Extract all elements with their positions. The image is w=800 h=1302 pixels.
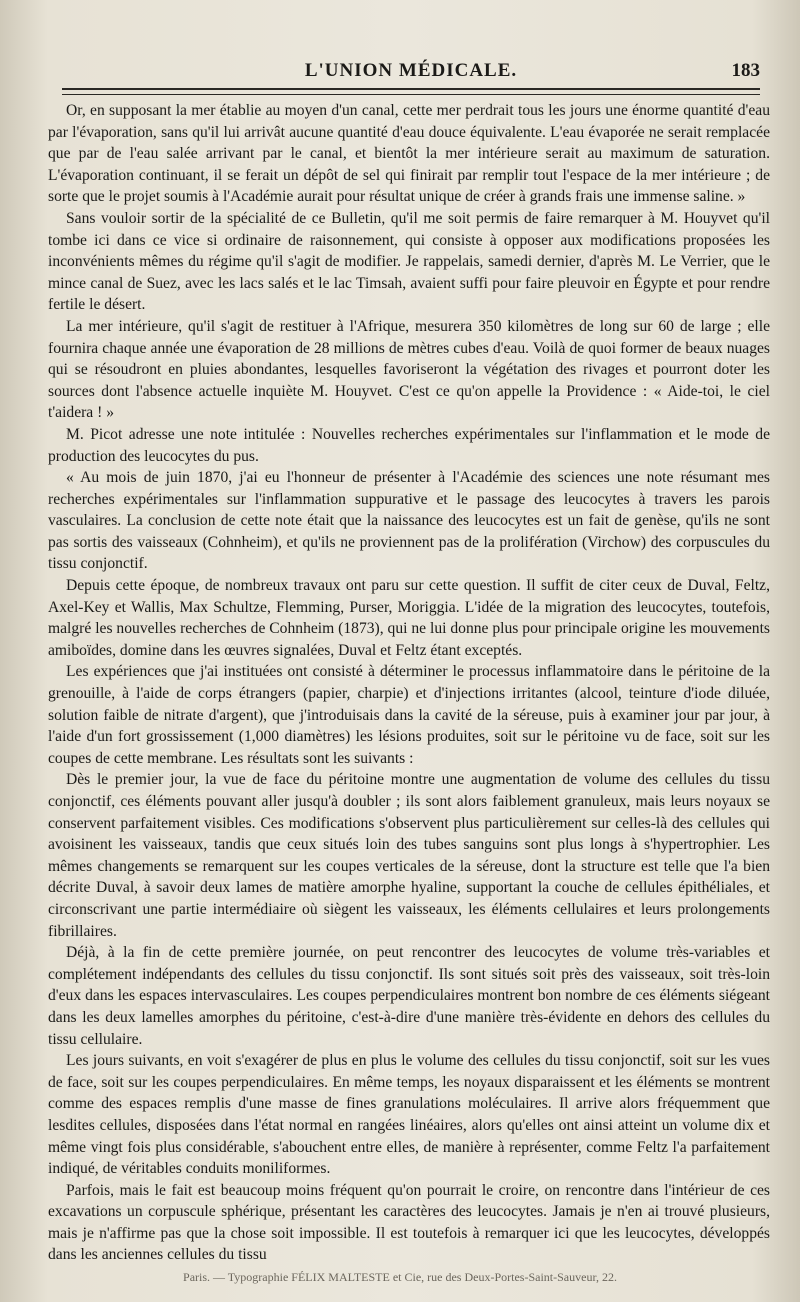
paragraph: Dès le premier jour, la vue de face du péritoine montre une augmentation de volume des cellules du tissu conjonctif, ces éléments pouvant aller jusqu'à doubler ; ils sont alors faiblement granuleux, mais leurs noyaux se conservent parfaitement visibles. Ces modifications s'observent plus particulièrement sur celles-là des cellules qui avoisinent les vaisseaux, tandis que ceux situés loin des tubes sanguins sont plus longs à s'hypertrophier. Les mêmes changements se remarquent sur les coupes verticales de la séreuse, dont la structure est telle que l'a bien décrite Duval, à savoir deux lames de matière amorphe hyaline, supportant la couche de cellules épithéliales, et circonscrivant une partie intermédiaire où siègent les vaisseaux, les éléments cellulaires et leurs prolongements fibrillaires. <box>48 771 770 940</box>
paragraph: Déjà, à la fin de cette première journée, on peut rencontrer des leucocytes de volume très-variables et complétement indépendants des cellules du tissu conjonctif. Ils sont situés soit près des vaisseaux, soit très-loin d'eux dans les espaces intervasculaires. Les coupes perpendiculaires montrent bon nombre de ces éléments siégeant dans les deux lamelles amorphes du péritoine, c'est-à-dire d'une manière très-évidente en dehors des cellules du tissu cellulaire. <box>48 944 770 1048</box>
paragraph: La mer intérieure, qu'il s'agit de restituer à l'Afrique, mesurera 350 kilomètres de long sur 60 de large ; elle fournira chaque année une évaporation de 28 millions de mètres cubes d'eau. Voilà de quoi former de beaux nuages qui se résoudront en pluies abondantes, lesquelles favoriseront la végétation des rivages et pourront doter les sources dont l'absence actuelle inquiète M. Houyvet. C'est ce qu'on appelle la Providence : « Aide-toi, le ciel t'aidera ! » <box>48 317 770 422</box>
paragraph: « Au mois de juin 1870, j'ai eu l'honneur de présenter à l'Académie des sciences une note résumant mes recherches expérimentales sur l'inflammation suppurative et le passage des leucocytes à travers les parois vasculaires. La conclusion de cette note était que la naissance des leucocytes est un fait de genèse, qu'ils ne sont pas sortis des vaisseaux (Cohnheim), et qu'ils ne proviennent pas de la prolifération (Virchow) des corpuscules du tissu conjonctif. <box>48 469 770 573</box>
page-header <box>62 58 760 90</box>
paragraph: Depuis cette époque, de nombreux travaux ont paru sur cette question. Il suffit de citer ceux de Duval, Feltz, Axel-Key et Wallis, Max Schultze, Flemming, Purser, Moriggia. L'idée de la migration des leucocytes, toutefois, malgré les nouvelles recherches de Cohnheim (1873), qui ne lui donne plus pour principale origine les mouvements amiboïdes, domine dans les œuvres signalées, Duval et Feltz étant exceptés. <box>48 577 770 659</box>
paragraph: Parfois, mais le fait est beaucoup moins fréquent qu'on pourrait le croire, on rencontre dans l'intérieur de ces excavations un corpuscule sphérique, présentant les caractères des leucocytes. Jamais je n'en ai trouvé plusieurs, mais je n'affirme pas que la chose soit impossible. Il est toutefois à remarquer ici que les leucocytes, développés dans les anciennes cellules du tissu <box>48 1181 770 1264</box>
header-rule <box>62 94 760 95</box>
journal-title: L'UNION MÉDICALE. <box>304 60 518 81</box>
page-number: 183 <box>731 60 760 81</box>
article-body <box>48 100 770 1266</box>
paragraph: Les expériences que j'ai instituées ont consisté à déterminer le processus inflammatoire dans le péritoine de la grenouille, à l'aide de corps étrangers (papier, charpie) et d'injections irritantes (alcool, teinture d'iode diluée, solution faible de nitrate d'argent), que j'introduisais dans la cavité de la séreuse, puis à examiner jour par jour, à l'aide d'un fort grossissement (1,000 diamètres) les lésions produites, soit sur le péritoine vu de face, soit sur les coupes de cette membrane. Les résultats sont les suivants : <box>48 663 770 767</box>
printer-footer: Paris. — Typographie FÉLIX MALTESTE et Cie, rue des Deux-Portes-Saint-Sauveur, 22. <box>183 1270 617 1284</box>
paragraph: Sans vouloir sortir de la spécialité de ce Bulletin, qu'il me soit permis de faire remarquer à M. Houyvet qu'il tombe ici dans ce vice si ordinaire de raisonnement, qui consiste à opposer aux modifications proposées les inconvénients mêmes du régime qu'il s'agit de modifier. Je rappelais, samedi dernier, d'après M. Le Verrier, que le mince canal de Suez, avec les lacs salés et le lac Timsah, avaient suffi pour faire pleuvoir en Égypte et pour rendre fertile le désert. <box>48 209 770 314</box>
paragraph: Or, en supposant la mer établie au moyen d'un canal, cette mer perdrait tous les jours une énorme quantité d'eau par l'évaporation, sans qu'il lui arrivât aucune quantité d'eau douce équivalente. L'eau évaporée ne serait remplacée que par de l'eau salée arrivant par le canal, et bientôt la mer intérieure serait au maximum de saturation. L'évaporation continuant, il se ferait un dépôt de sel qui finirait par remplir tout l'espace de la mer intérieure ; de sorte que le projet soumis à l'Académie aurait pour résultat unique de créer à grands frais une immense saline. » <box>48 102 770 206</box>
paragraph: Les jours suivants, en voit s'exagérer de plus en plus le volume des cellules du tissu conjonctif, soit sur les vues de face, soit sur les coupes perpendiculaires. En même temps, les noyaux disparaissent et les éléments se montrent comme des espaces remplis d'une masse de fines granulations moléculaires. Il arrive alors fréquemment que lesdites cellules, disposées dans l'état normal en rangées linéaires, alors qu'elles ont ainsi atteint un volume dix et même vingt fois plus considérable, s'abouchent entre elles, de manière à représenter, comme Feltz l'a parfaitement indiqué, de véritables conduits moniliformes. <box>48 1052 770 1178</box>
paragraph: M. Picot adresse une note intitulée : Nouvelles recherches expérimentales sur l'inflammation et le mode de production des leucocytes du pus. <box>48 425 770 465</box>
